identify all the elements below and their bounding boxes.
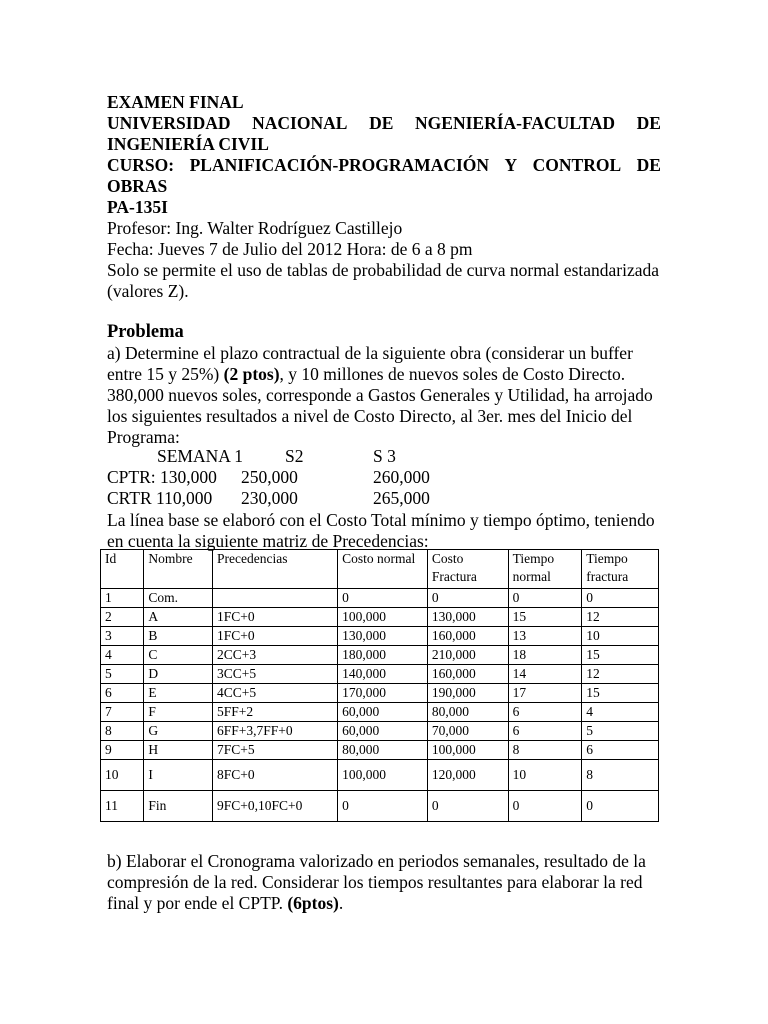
table-cell: 4 bbox=[101, 646, 144, 665]
part-b-line-2: compresión de la red. Considerar los tiempos resultantes para elaborar la red bbox=[107, 872, 643, 892]
table-cell: 130,000 bbox=[427, 608, 508, 627]
course-word: CURSO: bbox=[107, 155, 175, 175]
table-cell: 5FF+2 bbox=[212, 703, 337, 722]
table-row bbox=[101, 722, 659, 741]
part-a-line-1: a) Determine el plazo contractual de la siguiente obra (considerar un buffer bbox=[107, 343, 633, 363]
table-row bbox=[101, 684, 659, 703]
table-row bbox=[101, 646, 659, 665]
table-cell: 100,000 bbox=[338, 760, 428, 791]
table-cell: 6 bbox=[101, 684, 144, 703]
note-line-1: Solo se permite el uso de tablas de probabilidad de curva normal estandarizada bbox=[107, 260, 660, 280]
table-cell: F bbox=[144, 703, 213, 722]
table-cell: 70,000 bbox=[427, 722, 508, 741]
table-cell: 2CC+3 bbox=[212, 646, 337, 665]
university-word: NACIONAL bbox=[252, 113, 348, 133]
course-line-2: OBRAS bbox=[107, 176, 168, 196]
university-word: UNIVERSIDAD bbox=[107, 113, 231, 133]
part-b-line-3 bbox=[107, 893, 661, 914]
table-cell: 4 bbox=[582, 703, 659, 722]
part-b-line-1: b) Elaborar el Cronograma valorizado en periodos semanales, resultado de la bbox=[107, 851, 646, 871]
table-cell: 15 bbox=[582, 684, 659, 703]
table-cell: 8 bbox=[101, 722, 144, 741]
table-cell: 6FF+3,7FF+0 bbox=[212, 722, 337, 741]
table-cell: 8 bbox=[582, 760, 659, 791]
precedence-table bbox=[100, 549, 659, 822]
course-line-1 bbox=[107, 155, 661, 176]
table-cell: 15 bbox=[582, 646, 659, 665]
cptr-week-2: 250,000 bbox=[241, 467, 298, 487]
table-cell: 15 bbox=[508, 608, 582, 627]
table-cell: 8FC+0 bbox=[212, 760, 337, 791]
table-cell: 100,000 bbox=[338, 608, 428, 627]
part-a-points: (2 ptos) bbox=[223, 364, 280, 384]
column-header: Costo Fractura bbox=[427, 550, 508, 589]
table-cell bbox=[212, 589, 337, 608]
table-cell: 1 bbox=[101, 589, 144, 608]
table-cell: 0 bbox=[338, 589, 428, 608]
part-a-line-3: 380,000 nuevos soles, corresponde a Gastos Generales y Utilidad, ha arrojado bbox=[107, 385, 653, 405]
table-cell: 3 bbox=[101, 627, 144, 646]
table-cell: Com. bbox=[144, 589, 213, 608]
crtr-week-3: 265,000 bbox=[373, 488, 430, 508]
table-cell: 120,000 bbox=[427, 760, 508, 791]
table-cell: 5 bbox=[101, 665, 144, 684]
part-a-text: , y 10 millones de nuevos soles de Costo Directo. bbox=[279, 364, 626, 384]
table-cell: 11 bbox=[101, 791, 144, 822]
column-header: Tiempo normal bbox=[508, 550, 582, 589]
table-row bbox=[101, 665, 659, 684]
table-cell: A bbox=[144, 608, 213, 627]
part-b-text: . bbox=[338, 893, 344, 913]
course-word: PLANIFICACIÓN-PROGRAMACIÓN bbox=[189, 155, 490, 175]
table-row bbox=[101, 608, 659, 627]
table-cell: 80,000 bbox=[427, 703, 508, 722]
baseline-line-2: en cuenta la siguiente matriz de Precedencias: bbox=[107, 531, 429, 551]
table-cell: 160,000 bbox=[427, 627, 508, 646]
university-word: DE bbox=[636, 113, 661, 133]
table-cell: 9FC+0,10FC+0 bbox=[212, 791, 337, 822]
column-header: Tiempo fractura bbox=[582, 550, 659, 589]
table-cell: 10 bbox=[582, 627, 659, 646]
table-cell: 13 bbox=[508, 627, 582, 646]
university-line-2: INGENIERÍA CIVIL bbox=[107, 134, 269, 154]
table-cell: 0 bbox=[582, 589, 659, 608]
table-cell: 10 bbox=[508, 760, 582, 791]
table-cell: H bbox=[144, 741, 213, 760]
note-line-2: (valores Z). bbox=[107, 281, 189, 301]
crtr-week-2: 230,000 bbox=[241, 488, 298, 508]
table-cell: Fin bbox=[144, 791, 213, 822]
university-word: DE bbox=[369, 113, 394, 133]
table-cell: 140,000 bbox=[338, 665, 428, 684]
column-header: Precedencias bbox=[212, 550, 337, 589]
part-a-line-4: los siguientes resultados a nivel de Costo Directo, al 3er. mes del Inicio del bbox=[107, 406, 633, 426]
table-cell: 12 bbox=[582, 665, 659, 684]
table-cell: G bbox=[144, 722, 213, 741]
table-cell: B bbox=[144, 627, 213, 646]
table-cell: 12 bbox=[582, 608, 659, 627]
table-cell: 14 bbox=[508, 665, 582, 684]
cptr-week-3: 260,000 bbox=[373, 467, 430, 487]
table-cell: 0 bbox=[427, 791, 508, 822]
table-cell: 17 bbox=[508, 684, 582, 703]
table-cell: 7 bbox=[101, 703, 144, 722]
week-2-header: S2 bbox=[285, 446, 304, 466]
table-cell: 6 bbox=[508, 703, 582, 722]
column-header: Nombre bbox=[144, 550, 213, 589]
baseline-line-1: La línea base se elaboró con el Costo Total mínimo y tiempo óptimo, teniendo bbox=[107, 510, 655, 530]
table-cell: I bbox=[144, 760, 213, 791]
table-cell: 0 bbox=[508, 791, 582, 822]
table-cell: 1FC+0 bbox=[212, 627, 337, 646]
table-cell: 2 bbox=[101, 608, 144, 627]
table-cell: D bbox=[144, 665, 213, 684]
professor-line: Profesor: Ing. Walter Rodríguez Castillejo bbox=[107, 218, 403, 238]
table-cell: 60,000 bbox=[338, 722, 428, 741]
course-word: Y bbox=[504, 155, 518, 175]
problem-title: Problema bbox=[107, 322, 184, 342]
course-word: CONTROL bbox=[532, 155, 622, 175]
table-cell: 18 bbox=[508, 646, 582, 665]
table-cell: 180,000 bbox=[338, 646, 428, 665]
table-cell: 130,000 bbox=[338, 627, 428, 646]
column-header: Costo normal bbox=[338, 550, 428, 589]
part-a-line-2 bbox=[107, 364, 661, 385]
table-cell: 7FC+5 bbox=[212, 741, 337, 760]
table-cell: 6 bbox=[582, 741, 659, 760]
course-word: DE bbox=[636, 155, 661, 175]
table-row bbox=[101, 791, 659, 822]
table-cell: 100,000 bbox=[427, 741, 508, 760]
table-cell: 0 bbox=[338, 791, 428, 822]
table-cell: 0 bbox=[582, 791, 659, 822]
table-cell: 0 bbox=[427, 589, 508, 608]
part-a-line-5: Programa: bbox=[107, 427, 180, 447]
table-row bbox=[101, 703, 659, 722]
table-cell: E bbox=[144, 684, 213, 703]
table-header-row bbox=[101, 550, 659, 589]
part-b-points: (6ptos) bbox=[287, 893, 339, 913]
column-header: Id bbox=[101, 550, 144, 589]
week-1-header: SEMANA 1 bbox=[157, 446, 244, 466]
table-cell: 3CC+5 bbox=[212, 665, 337, 684]
table-cell: 4CC+5 bbox=[212, 684, 337, 703]
table-cell: 190,000 bbox=[427, 684, 508, 703]
table-cell: C bbox=[144, 646, 213, 665]
crtr-label: CRTR 110,000 bbox=[107, 488, 213, 508]
course-code: PA-135I bbox=[107, 197, 168, 217]
table-cell: 8 bbox=[508, 741, 582, 760]
part-a-text: entre 15 y 25%) bbox=[107, 364, 224, 384]
table-row bbox=[101, 760, 659, 791]
table-cell: 80,000 bbox=[338, 741, 428, 760]
exam-title: EXAMEN FINAL bbox=[107, 92, 244, 112]
table-row bbox=[101, 741, 659, 760]
table-cell: 0 bbox=[508, 589, 582, 608]
table-row bbox=[101, 589, 659, 608]
table-cell: 5 bbox=[582, 722, 659, 741]
table-cell: 210,000 bbox=[427, 646, 508, 665]
part-b-text: final y por ende el CPTP. bbox=[107, 893, 288, 913]
university-word: NGENIERÍA-FACULTAD bbox=[415, 113, 616, 133]
table-cell: 9 bbox=[101, 741, 144, 760]
table-cell: 160,000 bbox=[427, 665, 508, 684]
cptr-label: CPTR: 130,000 bbox=[107, 467, 217, 487]
table-cell: 60,000 bbox=[338, 703, 428, 722]
table-cell: 170,000 bbox=[338, 684, 428, 703]
date-line: Fecha: Jueves 7 de Julio del 2012 Hora: de 6 a 8 pm bbox=[107, 239, 473, 259]
table-cell: 10 bbox=[101, 760, 144, 791]
table-cell: 1FC+0 bbox=[212, 608, 337, 627]
university-line-1 bbox=[107, 113, 661, 134]
table-row bbox=[101, 627, 659, 646]
table-cell: 6 bbox=[508, 722, 582, 741]
week-3-header: S 3 bbox=[373, 446, 396, 466]
